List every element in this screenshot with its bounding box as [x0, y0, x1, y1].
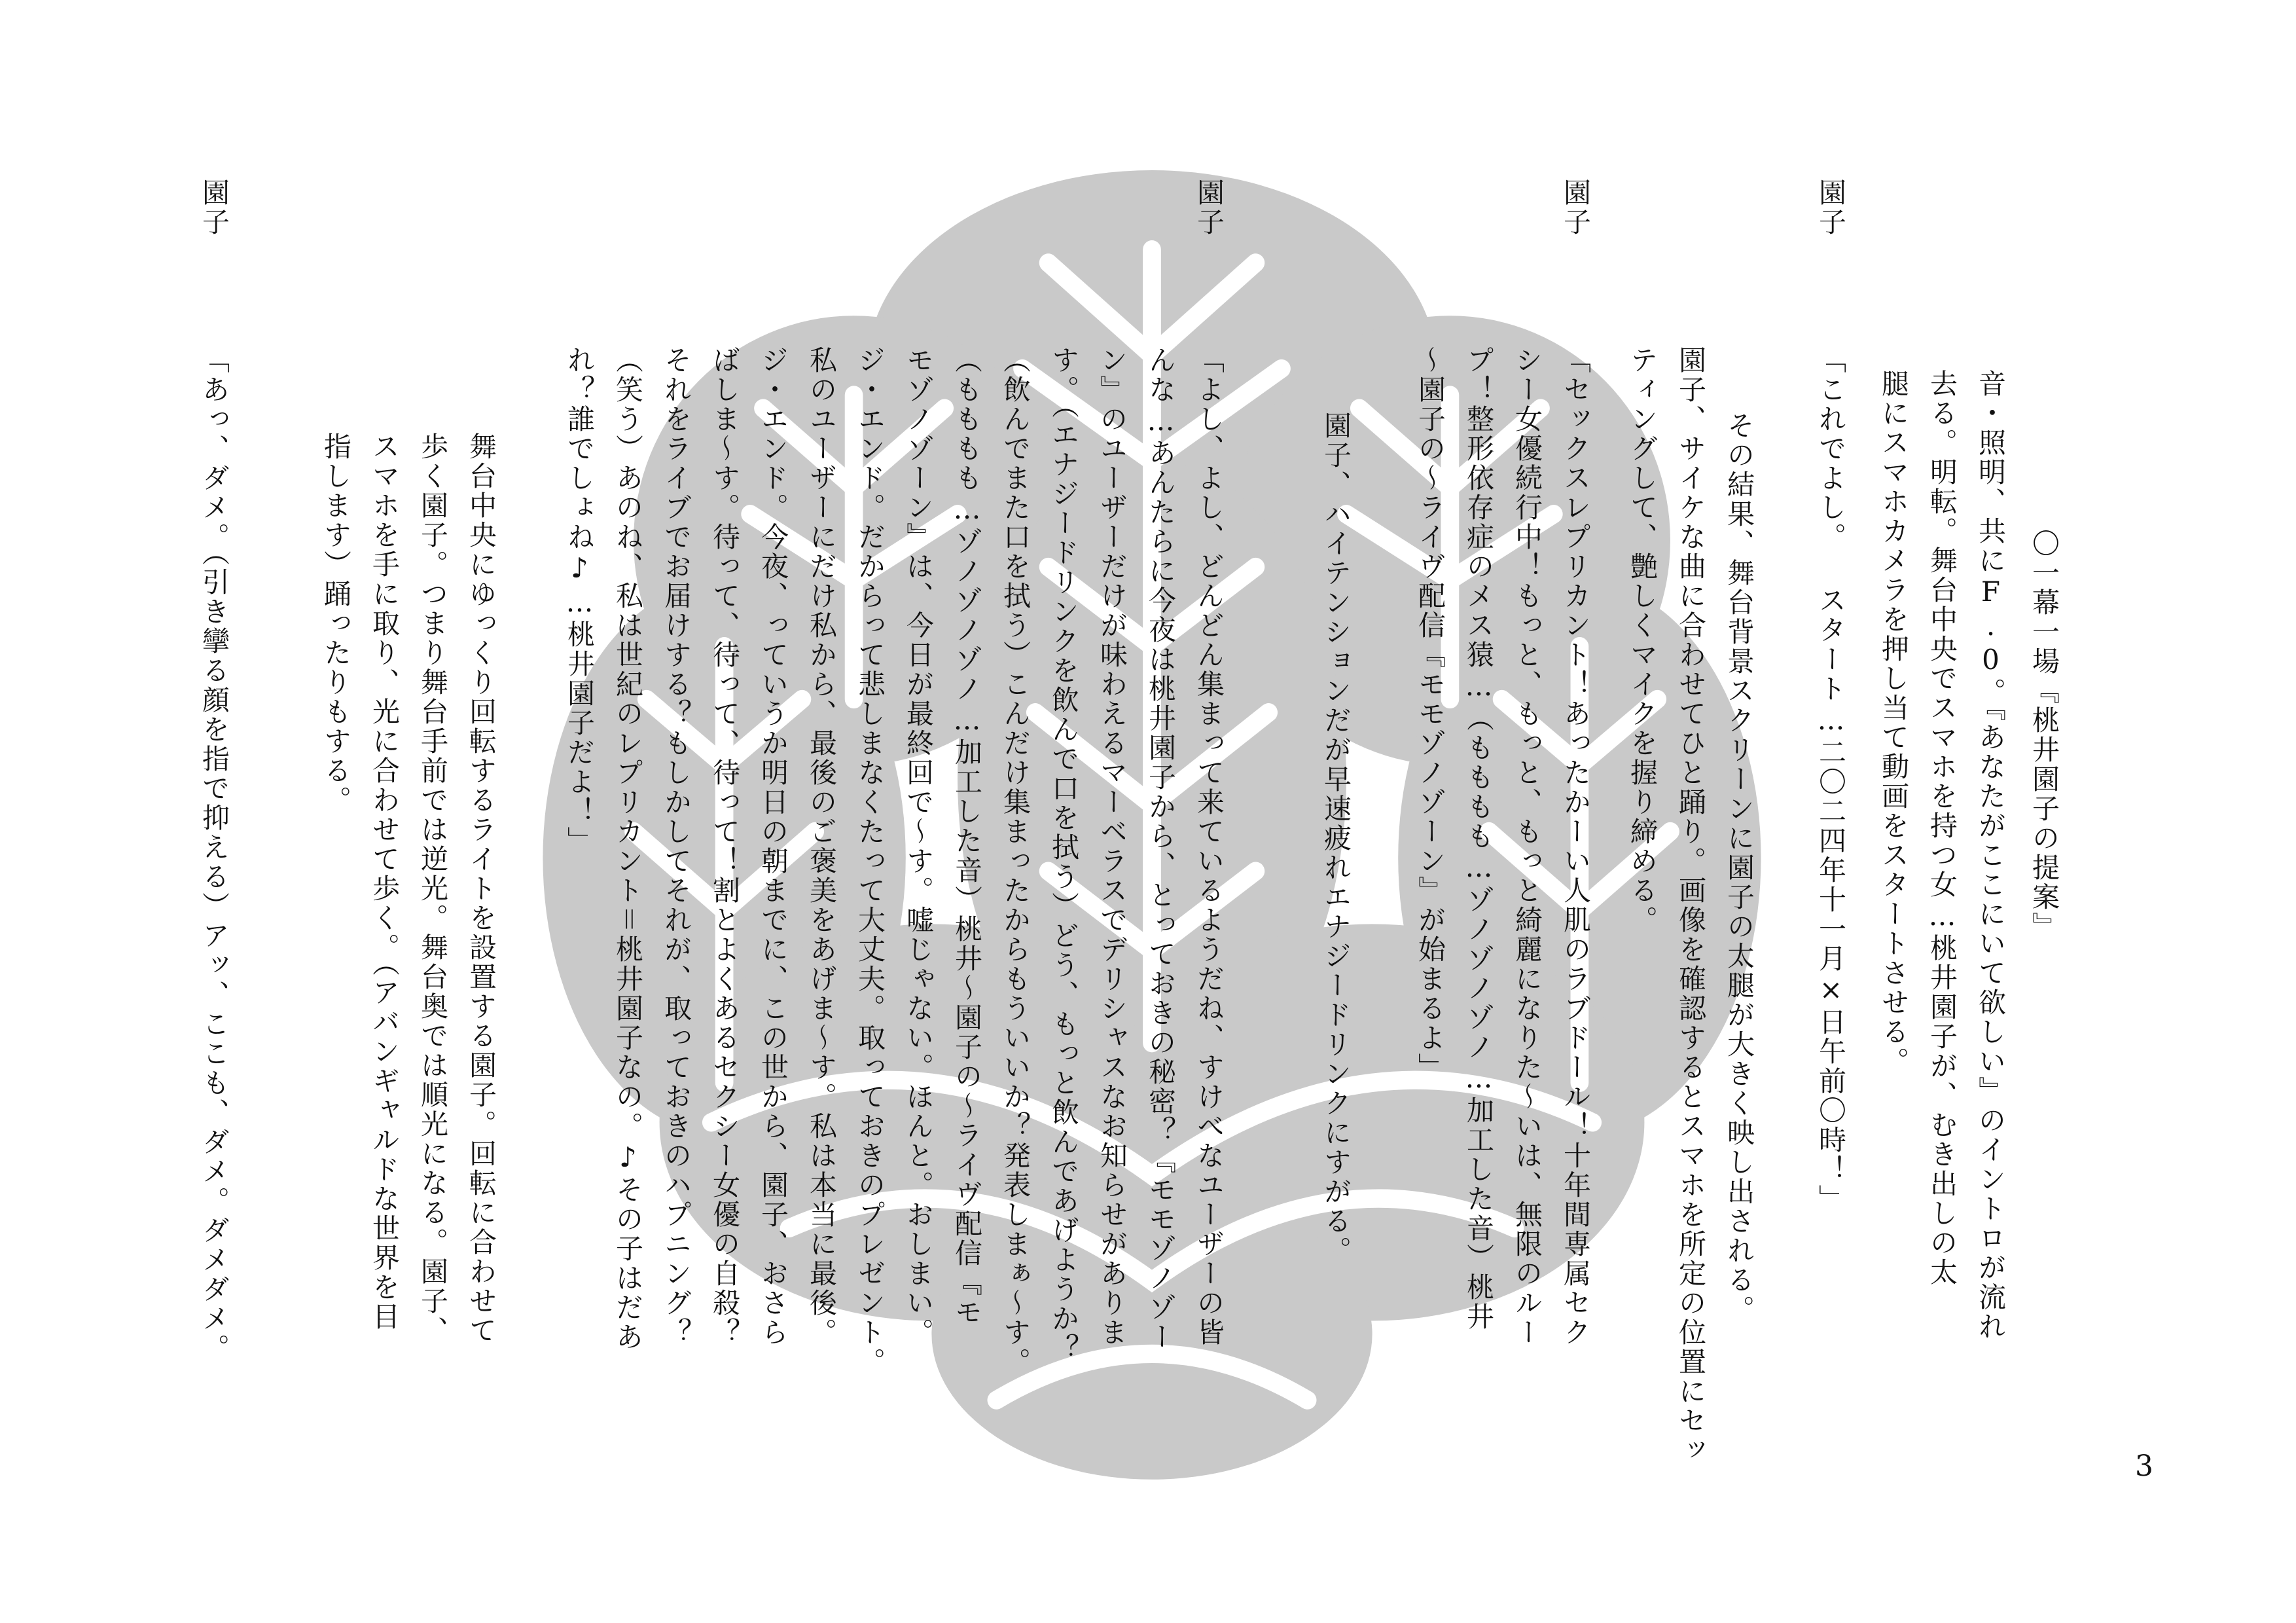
stage-direction-2-line-1: その結果、舞台背景スクリーンに園子の太腿が大きく映し出される。	[1723, 411, 1755, 1324]
dialogue-3-line-5: （飲んでまた口を拭う）こんだけ集まったからもういいか？発表しまぁ〜す。	[999, 346, 1031, 1377]
stage-direction-4-line-2: 歩く園子。つまり舞台手前では逆光。舞台奥では順光になる。園子、	[417, 432, 449, 1345]
stage-direction-4-line-4: 指します）踊ったりもする。	[320, 432, 352, 815]
dialogue-3-line-9: 私のユーザーにだけ私から、最後のご褒美をあげま〜す。私は本当に最後。	[806, 346, 838, 1347]
dialogue-1-line-1: 「これでよし。 スタート…二〇二四年十一月×日午前〇時！」	[1815, 346, 1847, 1214]
stage-direction-4-line-1: 舞台中央にゆっくり回転するライトを設置する園子。回転に合わせて	[465, 432, 497, 1345]
dialogue-3-line-14: れ？誰でしょね♪…桃井園子だよ！」	[564, 346, 596, 856]
scene-heading: 〇一幕一場『桃井園子の提案』	[2028, 529, 2060, 941]
stage-direction-2-line-2: 園子、サイケな曲に合わせてひと踊り。画像を確認するとスマホを所定の位置にセッ	[1675, 346, 1707, 1465]
speaker-label-2: 園子	[1560, 178, 1592, 237]
dialogue-3-line-11: ばしま〜す。待って、待って、待って！割とよくあるセクシー女優の自殺？	[709, 346, 741, 1347]
dialogue-2-line-1: 「セックスレプリカント！あったかーい人肌のラブドール！十年間専属セク	[1560, 346, 1592, 1347]
dialogue-3-line-3: ン』のユーザーだけが味わえるマーベラスでデリシャスなお知らせがありま	[1096, 346, 1128, 1347]
dialogue-3-line-4: す。（エナジードリンクを飲んで口を拭う）どう、もっと飲んであげようか？	[1048, 346, 1080, 1363]
stage-direction-4-line-3: スマホを手に取り、光に合わせて歩く。（アバンギャルドな世界を目	[368, 432, 401, 1332]
dialogue-3-line-7: モゾノゾーン』は、今日が最終回で〜す。嘘じゃない。ほんと。おしまい。	[903, 346, 935, 1347]
dialogue-3-line-10: ジ・エンド。今夜、っていうか明日の朝までに、この世から、園子、おさら	[757, 346, 789, 1347]
dialogue-3-line-13: （笑う）あのね、私は世紀のレプリカント＝桃井園子なの。♪その子はだあ	[612, 346, 644, 1352]
speaker-label-3: 園子	[1193, 178, 1225, 237]
dialogue-3-line-12: それをライブでお届けする？もしかしてそれが、取っておきのハプニング？	[660, 346, 692, 1347]
stage-direction-3-line-1: 園子、ハイテンションだが早速疲れエナジードリンクにすがる。	[1320, 411, 1352, 1266]
stage-direction-2-line-3: ティングして、艶しくマイクを握り締める。	[1626, 346, 1659, 935]
stage-direction-1-line-3: 腿にスマホカメラを押し当て動画をスタートさせる。	[1878, 369, 1910, 1076]
dialogue-3-line-8: ジ・エンド。だからって悲しまなくたって大丈夫。取っておきのプレゼント。	[854, 346, 886, 1377]
dialogue-3-line-2: んな…あんたらに今夜は桃井園子から、とっておきの秘密？『モモゾノゾー	[1145, 346, 1177, 1352]
dialogue-2-line-3: プ！整形依存症のメス猿…（もももも…ゾノゾノゾノ…加工した音）桃井	[1463, 346, 1495, 1332]
stage-direction-1-line-1: 音・照明、共にF.0。『あなたがここにいて欲しい』のイントロが流れ	[1975, 369, 2007, 1341]
dialogue-2-line-2: シー女優続行中！もっと、もっと、もっと綺麗になりた〜いは、無限のルー	[1511, 346, 1543, 1347]
dialogue-3-line-1: 「よし、よし、どんどん集まって来ているようだね、すけべなユーザーの皆	[1193, 346, 1225, 1347]
dialogue-4-line-1: 「あっ、ダメ。（引き攣る顔を指で抑える）アッ、ここも、ダメ。ダメダメ。	[198, 346, 230, 1363]
speaker-label-1: 園子	[1815, 178, 1847, 237]
dialogue-3-line-6: （もももも…ゾノゾノゾノ…加工した音）桃井〜園子の〜ライヴ配信『モ	[951, 346, 983, 1327]
dialogue-2-line-4: 〜園子の〜ライヴ配信『モモゾノゾーン』が始まるよ」	[1414, 346, 1446, 1082]
page-number: 3	[2135, 1450, 2153, 1483]
speaker-label-4: 園子	[198, 178, 230, 237]
stage-direction-1-line-2: 去る。明転。舞台中央でスマホを持つ女…桃井園子が、むき出しの太	[1926, 369, 1958, 1287]
